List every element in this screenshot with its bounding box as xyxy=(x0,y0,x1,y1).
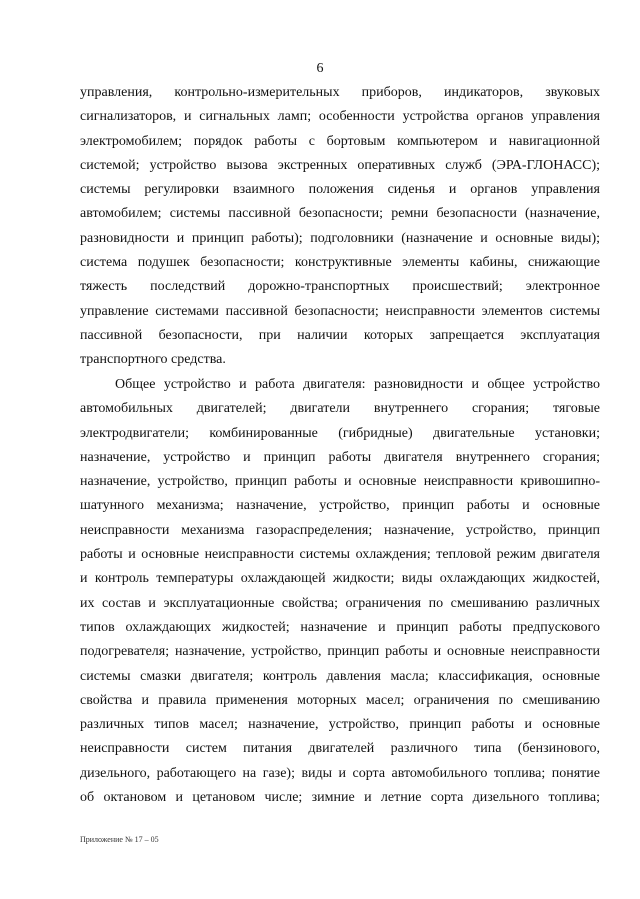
text-line: шатунного механизма; назначение, устройство, принцип работы и основные xyxy=(80,498,600,514)
text-line: типов охлаждающих жидкостей; назначение и принцип работы предпускового xyxy=(80,619,600,635)
text-line: об октановом и цетановом числе; зимние и летние сорта дизельного топлива; xyxy=(80,790,600,806)
text-line: электродвигатели; комбинированные (гибридные) двигательные установки; xyxy=(80,425,600,441)
paragraph-passive-safety xyxy=(80,81,600,373)
text-line: автомобилем; системы пассивной безопасности; ремни безопасности (назначение, xyxy=(80,206,600,222)
text-line: сигнализаторов, и сигнальных ламп; особенности устройства органов управления xyxy=(80,109,600,125)
text-line: управление системами пассивной безопасности; неисправности элементов системы xyxy=(80,303,600,319)
page-number: 6 xyxy=(316,61,324,76)
text-line: неисправности механизма газораспределения; назначение, устройство, принцип xyxy=(80,522,600,538)
text-line: пассивной безопасности, при наличии которых запрещается эксплуатация xyxy=(80,327,600,343)
text-line: и контроль температуры охлаждающей жидкости; виды охлаждающих жидкостей, xyxy=(80,571,600,587)
text-line: транспортного средства. xyxy=(80,352,226,368)
text-line: управления, контрольно-измерительных приборов, индикаторов, звуковых xyxy=(80,85,600,100)
text-line: свойства и правила применения моторных масел; ограничения по смешиванию xyxy=(80,692,600,708)
text-line: назначение, устройство и принцип работы двигателя внутреннего сгорания; xyxy=(80,449,600,465)
paragraph-engine xyxy=(80,373,600,810)
text-line: автомобильных двигателей; двигатели внутреннего сгорания; тяговые xyxy=(80,401,600,417)
text-line: Общее устройство и работа двигателя: разновидности и общее устройство xyxy=(115,377,600,392)
footer-appendix-label: Приложение № 17 – 05 xyxy=(80,835,159,844)
text-line: их состав и эксплуатационные свойства; ограничения по смешиванию различных xyxy=(80,595,600,611)
text-line: различных типов масел; назначение, устройство, принцип работы и основные xyxy=(80,717,600,733)
text-line: системы смазки двигателя; контроль давления масла; классификация, основные xyxy=(80,668,600,684)
text-line: работы и основные неисправности системы охлаждения; тепловой режим двигателя xyxy=(80,547,600,563)
text-line: разновидности и принцип работы); подголовники (назначение и основные виды); xyxy=(80,230,600,246)
text-line: неисправности систем питания двигателей различного типа (бензинового, xyxy=(80,741,600,757)
text-line: тяжесть последствий дорожно-транспортных происшествий; электронное xyxy=(80,279,600,295)
text-line: дизельного, работающего на газе); виды и сорта автомобильного топлива; понятие xyxy=(80,765,600,781)
text-line: системой; устройство вызова экстренных оперативных служб (ЭРА-ГЛОНАСС); xyxy=(80,157,600,173)
text-line: подогревателя; назначение, устройство, принцип работы и основные неисправности xyxy=(80,644,600,660)
text-line: электромобилем; порядок работы с бортовым компьютером и навигационной xyxy=(80,133,600,149)
text-line: системы регулировки взаимного положения сиденья и органов управления xyxy=(80,182,600,198)
text-line: система подушек безопасности; конструктивные элементы кабины, снижающие xyxy=(80,255,600,271)
text-line: назначение, устройство, принцип работы и основные неисправности кривошипно- xyxy=(80,474,600,490)
